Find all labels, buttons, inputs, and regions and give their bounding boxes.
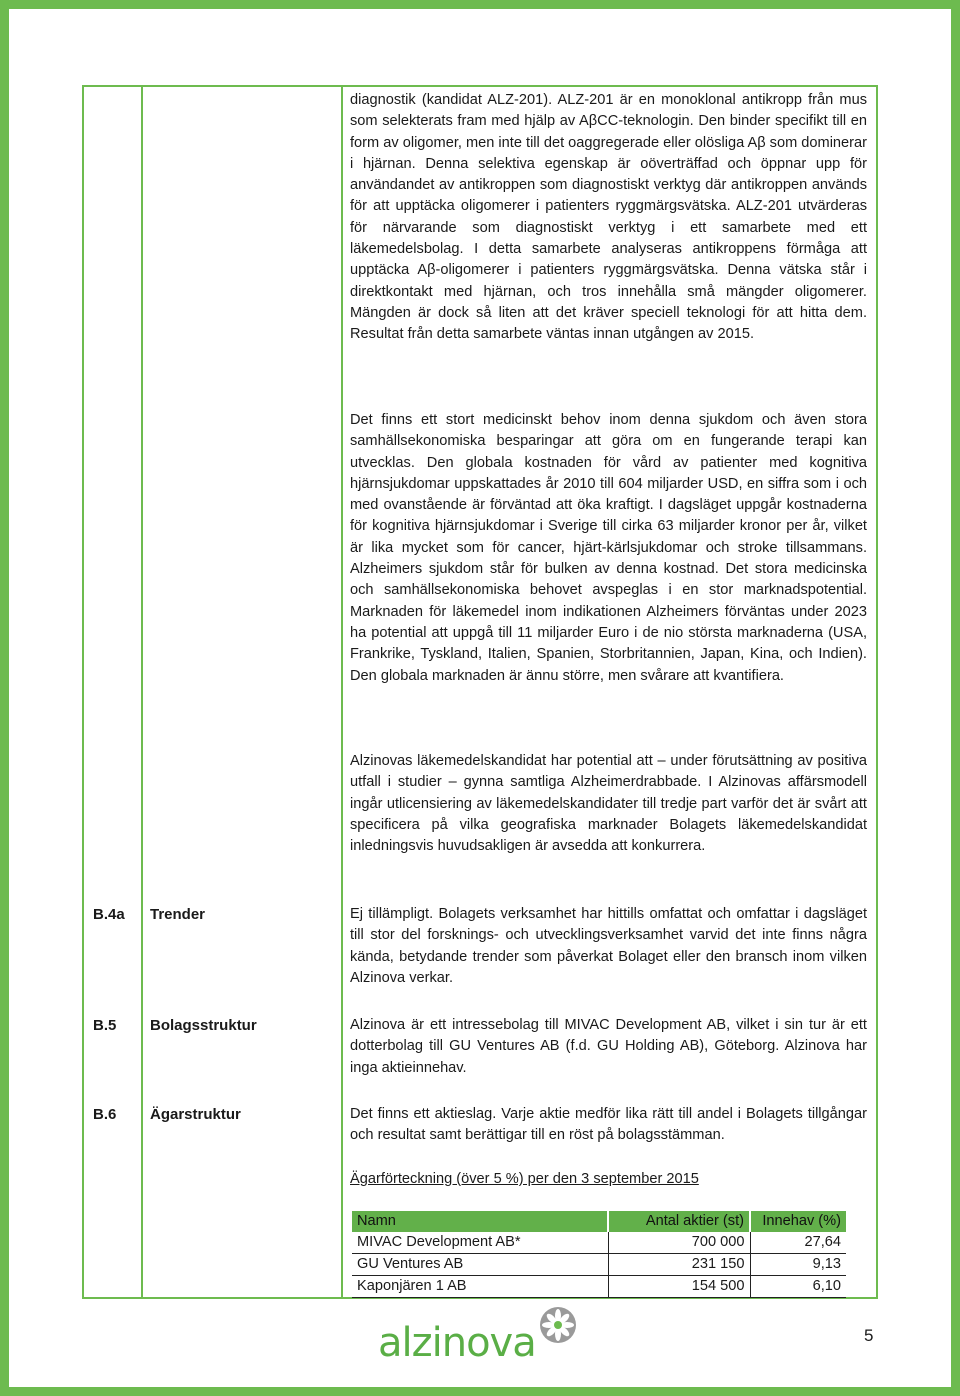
row-text-trender: Ej tillämpligt. Bolagets verksamhet har hittills omfattat och omfattar i dagsläget till stor del forsknings- och utvecklingsverksamhet varvid det inte finns några kända, betydande trender som påverkat Bolaget eller den bransch inom vilken Alzinova verkar. [350,906,867,986]
paragraph-diagnostics: diagnostik (kandidat ALZ-201). ALZ-201 är en monoklonal antikropp från mus som selekterats fram med hjälp av AβCC-teknologin. Den binder specifikt till en form av oligomer, men inte till det oaggregerade eller olösliga Aβ som dominerar i hjärnan. Denna selektiva egenskap är oöverträffad och öppnar upp för användandet av antikroppen som diagnostiskt verktyg där antikroppen används för att upptäcka oligomerer i patienters ryggmärgsvätska. ALZ-201 utvärderas för närvarande som diagnostiskt verktyg i ett samarbete med ett läkemedelsbolag. I detta samarbete analyseras antikroppens förmåga att upptäcka Aβ-oligomerer i patienters ryggmärgsvätska. Denna vätska står i direktkontakt med hjärnan, och tros innehålla små mängder oligomerer. Mängden är dock så liten att det kräver speciell teknologi för att hitta dem. Resultat från detta samarbete väntas innan utgången av 2015. [350,92,868,343]
owner-name: GU Ventures AB [352,1254,608,1276]
owner-name: Kaponjären 1 AB [352,1276,608,1298]
column-divider-2 [341,87,343,1297]
owner-holding: 27,64 [750,1232,846,1254]
owner-shares: 700 000 [608,1232,750,1254]
table-row [352,1276,846,1298]
row-code-b5: B.5 [93,1017,117,1034]
header-holding: Innehav (%) [750,1211,846,1232]
paragraph-business-model: Alzinovas läkemedelskandidat har potential att – under förutsättning av positiva utfall i studier – gynna samtliga Alzheimerdrabbade. I Alzinovas affärsmodell ingår utlicensiering av läkemedelskandidater till tredje part varför det är svårt att specificera på vilka geografiska marknader Bolagets läkemedelskandidat inledningsvis huvudsakligen är avsedda att konkurrera. [350,753,867,855]
owner-shares: 154 500 [608,1276,750,1298]
table-row [352,1254,846,1276]
row-text-agarstruktur: Det finns ett aktieslag. Varje aktie medför lika rätt till andel i Bolagets tillgångar och resultat samt berättigar till en röst på bolagsstämman. [350,1106,867,1144]
logo-wordmark: alzinova [378,1320,536,1366]
owner-holding: 9,13 [750,1254,846,1276]
row-label-trender: Trender [150,906,206,923]
page-number: 5 [864,1326,874,1345]
header-shares: Antal aktier (st) [608,1211,750,1232]
row-code-b6: B.6 [93,1106,117,1123]
row-code-b4a: B.4a [93,906,125,923]
owner-name: MIVAC Development AB* [352,1232,608,1254]
row-text-bolagsstruktur: Alzinova är ett intressebolag till MIVAC Development AB, vilket i sin tur är ett dotterbolag till GU Ventures AB (f.d. GU Holding AB), Göteborg. Alzinova har inga aktieinnehav. [350,1017,867,1076]
row-label-bolagsstruktur: Bolagsstruktur [150,1017,257,1034]
owner-holding: 6,10 [750,1276,846,1298]
paragraph-market: Det finns ett stort medicinskt behov inom denna sjukdom och även stora samhällsekonomiska besparingar att göra om en fungerande terapi kan utvecklas. Den globala kostnaden för vård av patienter med kognitiva hjärnsjukdomar uppskattades år 2010 till 604 miljarder USD, en siffra som i och med ovanstående är förväntad att öka kraftigt. I dagsläget uppgår kostnaderna för kognitiva hjärnsjukdomar i Sverige till cirka 63 miljarder kronor per år, vilket är lika mycket som för cancer, hjärt-kärlsjukdomar och stroke tillsammans. Alzheimers sjukdom står för bulken av denna kostnad. Det stora medicinska och samhällsekonomiska behovet avspeglas i en stor marknadspotential. Marknaden för läkemedel inom indikationen Alzheimers förväntas under 2023 ha potential att uppgå till 11 miljarder Euro i de nio största marknaderna (USA, Frankrike, Tyskland, Italien, Spanien, Storbritannien, Japan, Kina, och Indien). Den globala marknaden är ännu större, men svårare att kvantifiera. [350,412,867,684]
ownership-table [352,1211,846,1298]
owner-shares: 231 150 [608,1254,750,1276]
table-row [352,1232,846,1254]
column-divider-1 [141,87,143,1297]
row-label-agarstruktur: Ägarstruktur [150,1106,241,1123]
ownership-caption: Ägarförteckning (över 5 %) per den 3 september 2015 [350,1171,699,1187]
logo-flower-icon [538,1305,578,1345]
ownership-header-row [352,1211,846,1232]
alzinova-logo [378,1305,588,1375]
header-name: Namn [352,1211,608,1232]
